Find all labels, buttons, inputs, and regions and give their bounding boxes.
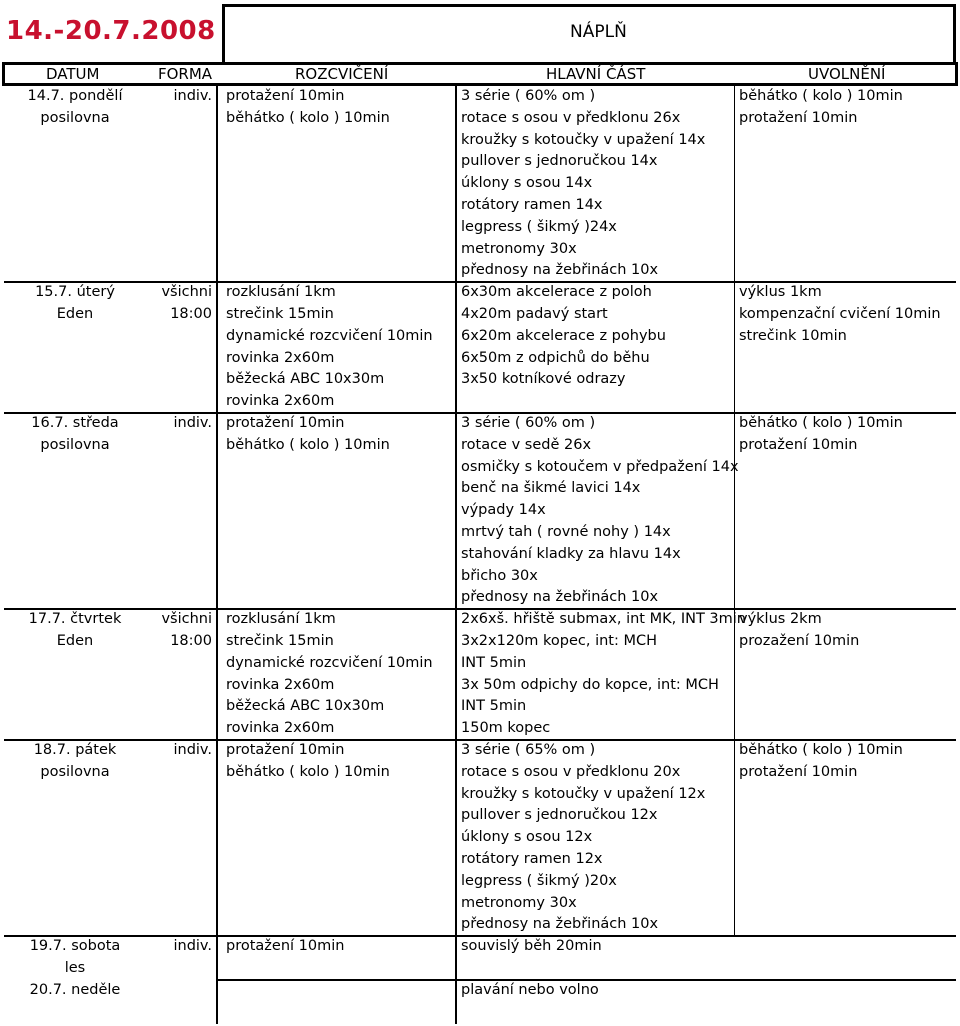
- warmup-line: protažení 10min: [226, 742, 345, 758]
- cooldown-line: protažení 10min: [739, 109, 858, 126]
- main-line: 3 série ( 60% om ): [461, 415, 596, 431]
- cooldown-line: běhátko ( kolo ) 10min: [739, 88, 903, 104]
- main-line: osmičky s kotoučem v předpažení 14x: [461, 458, 739, 475]
- main-line: 3 série ( 60% om ): [461, 88, 596, 104]
- main-line: rotátory ramen 14x: [461, 197, 603, 213]
- main-line: kroužky s kotoučky v upažení 12x: [461, 785, 706, 802]
- main-line: stahování kladky za hlavu 14x: [461, 545, 681, 562]
- form-line: indiv.: [173, 742, 212, 758]
- main-line: úklony s osou 12x: [461, 829, 593, 846]
- col-header-cooldown: UVOLNĚNÍ: [808, 65, 886, 83]
- form-line: 18:00: [170, 633, 212, 649]
- main-line: rotátory ramen 12x: [461, 851, 603, 867]
- col-header-warmup: ROZCVIČENÍ: [295, 65, 389, 83]
- date-line: 15.7. úterý: [35, 284, 115, 301]
- column-divider: [734, 86, 735, 936]
- cooldown-line: běhátko ( kolo ) 10min: [739, 415, 903, 431]
- cooldown-line: výklus 1km: [739, 284, 822, 301]
- date-range: 14.-20.7.2008: [6, 16, 216, 46]
- form-line: 18:00: [170, 306, 212, 322]
- column-divider: [216, 86, 218, 1024]
- warmup-line: běžecká ABC 10x30m: [226, 698, 385, 715]
- row-separator: [4, 935, 956, 937]
- main-line: přednosy na žebřinách 10x: [461, 262, 659, 279]
- main-line: rotace s osou v předklonu 26x: [461, 109, 681, 126]
- main-line: 6x50m z odpichů do běhu: [461, 349, 650, 366]
- main-line: metronomy 30x: [461, 240, 577, 257]
- main-line: mrtvý tah ( rovné nohy ) 14x: [461, 524, 671, 540]
- main-line: 3x2x120m kopec, int: MCH: [461, 633, 658, 649]
- cooldown-line: kompenzační cvičení 10min: [739, 306, 941, 322]
- warmup-line: rovinka 2x60m: [226, 349, 335, 366]
- warmup-line: dynamické rozcvičení 10min: [226, 654, 433, 671]
- warmup-line: rovinka 2x60m: [226, 720, 335, 737]
- main-line: legpress ( šikmý )24x: [461, 218, 617, 235]
- col-header-date: DATUM: [46, 65, 100, 83]
- cooldown-line: běhátko ( kolo ) 10min: [739, 742, 903, 758]
- main-line: přednosy na žebřinách 10x: [461, 916, 659, 933]
- date-line: posilovna: [40, 763, 110, 780]
- main-line: 6x30m akcelerace z poloh: [461, 284, 652, 301]
- warmup-line: dynamické rozcvičení 10min: [226, 327, 433, 344]
- cooldown-line: protažení 10min: [739, 763, 858, 780]
- warmup-line: strečink 15min: [226, 633, 334, 649]
- main-line: pullover s jednoručkou 12x: [461, 807, 658, 824]
- cooldown-line: prozažení 10min: [739, 633, 860, 649]
- main-line: výpady 14x: [461, 502, 546, 519]
- warmup-line: strečink 15min: [226, 306, 334, 322]
- page-title: NÁPLŇ: [570, 22, 627, 42]
- main-line: 4x20m padavý start: [461, 306, 608, 322]
- main-line: 3 série ( 65% om ): [461, 742, 596, 758]
- form-line: všichni: [161, 611, 212, 628]
- main-line: pullover s jednoručkou 14x: [461, 153, 658, 170]
- date-line: posilovna: [40, 109, 110, 126]
- col-header-main: HLAVNÍ ČÁST: [546, 65, 646, 83]
- main-line: INT 5min: [461, 654, 527, 671]
- form-line: indiv.: [173, 88, 212, 104]
- main-line: rotace v sedě 26x: [461, 436, 592, 453]
- warmup-line: protažení 10min: [226, 88, 345, 104]
- row-separator: [4, 608, 956, 610]
- warmup-line: rovinka 2x60m: [226, 393, 335, 410]
- warmup-line: běhátko ( kolo ) 10min: [226, 436, 390, 453]
- main-line: legpress ( šikmý )20x: [461, 872, 617, 889]
- main-line: přednosy na žebřinách 10x: [461, 589, 659, 606]
- col-header-form: FORMA: [158, 65, 213, 83]
- warmup-line: rovinka 2x60m: [226, 676, 335, 693]
- date-line: 14.7. pondělí: [27, 88, 123, 104]
- row-separator: [4, 739, 956, 741]
- form-line: všichni: [161, 284, 212, 301]
- main-line: úklony s osou 14x: [461, 175, 593, 192]
- warmup-line: protažení 10min: [226, 415, 345, 431]
- column-divider: [455, 86, 457, 1024]
- row-separator: [4, 412, 956, 414]
- date-line: 20.7. neděle: [29, 981, 121, 998]
- main-line: INT 5min: [461, 698, 527, 715]
- cooldown-line: protažení 10min: [739, 436, 858, 453]
- date-line: 18.7. pátek: [33, 742, 117, 758]
- cooldown-line: strečink 10min: [739, 327, 847, 344]
- form-line: indiv.: [173, 938, 212, 955]
- row-separator: [4, 281, 956, 283]
- warmup-line: běžecká ABC 10x30m: [226, 371, 385, 388]
- warmup-line: běhátko ( kolo ) 10min: [226, 109, 390, 126]
- date-line: 19.7. sobota: [29, 938, 121, 955]
- warmup-line: běhátko ( kolo ) 10min: [226, 763, 390, 780]
- date-line: 17.7. čtvrtek: [28, 611, 122, 628]
- warmup-line: rozklusání 1km: [226, 611, 336, 628]
- main-line: rotace s osou v předklonu 20x: [461, 763, 681, 780]
- main-line: 6x20m akcelerace z pohybu: [461, 327, 666, 344]
- main-line: 3x50 kotníkové odrazy: [461, 371, 626, 388]
- cooldown-line: výklus 2km: [739, 611, 822, 628]
- main-line: břicho 30x: [461, 567, 538, 584]
- row-separator: [216, 979, 956, 981]
- main-line: plavání nebo volno: [461, 981, 599, 998]
- main-line: 3x 50m odpichy do kopce, int: MCH: [461, 676, 719, 693]
- main-line: benč na šikmé lavici 14x: [461, 480, 641, 497]
- main-line: metronomy 30x: [461, 894, 577, 911]
- form-line: indiv.: [173, 415, 212, 431]
- date-line: Eden: [56, 633, 94, 649]
- main-line: 150m kopec: [461, 720, 551, 737]
- warmup-line: protažení 10min: [226, 938, 345, 955]
- date-line: 16.7. středa: [31, 415, 119, 431]
- date-line: Eden: [56, 306, 94, 322]
- date-line: posilovna: [40, 436, 110, 453]
- warmup-line: rozklusání 1km: [226, 284, 336, 301]
- main-line: souvislý běh 20min: [461, 938, 602, 955]
- main-line: kroužky s kotoučky v upažení 14x: [461, 131, 706, 148]
- main-line: 2x6xš. hřiště submax, int MK, INT 3min: [461, 611, 747, 628]
- date-line: les: [64, 960, 86, 976]
